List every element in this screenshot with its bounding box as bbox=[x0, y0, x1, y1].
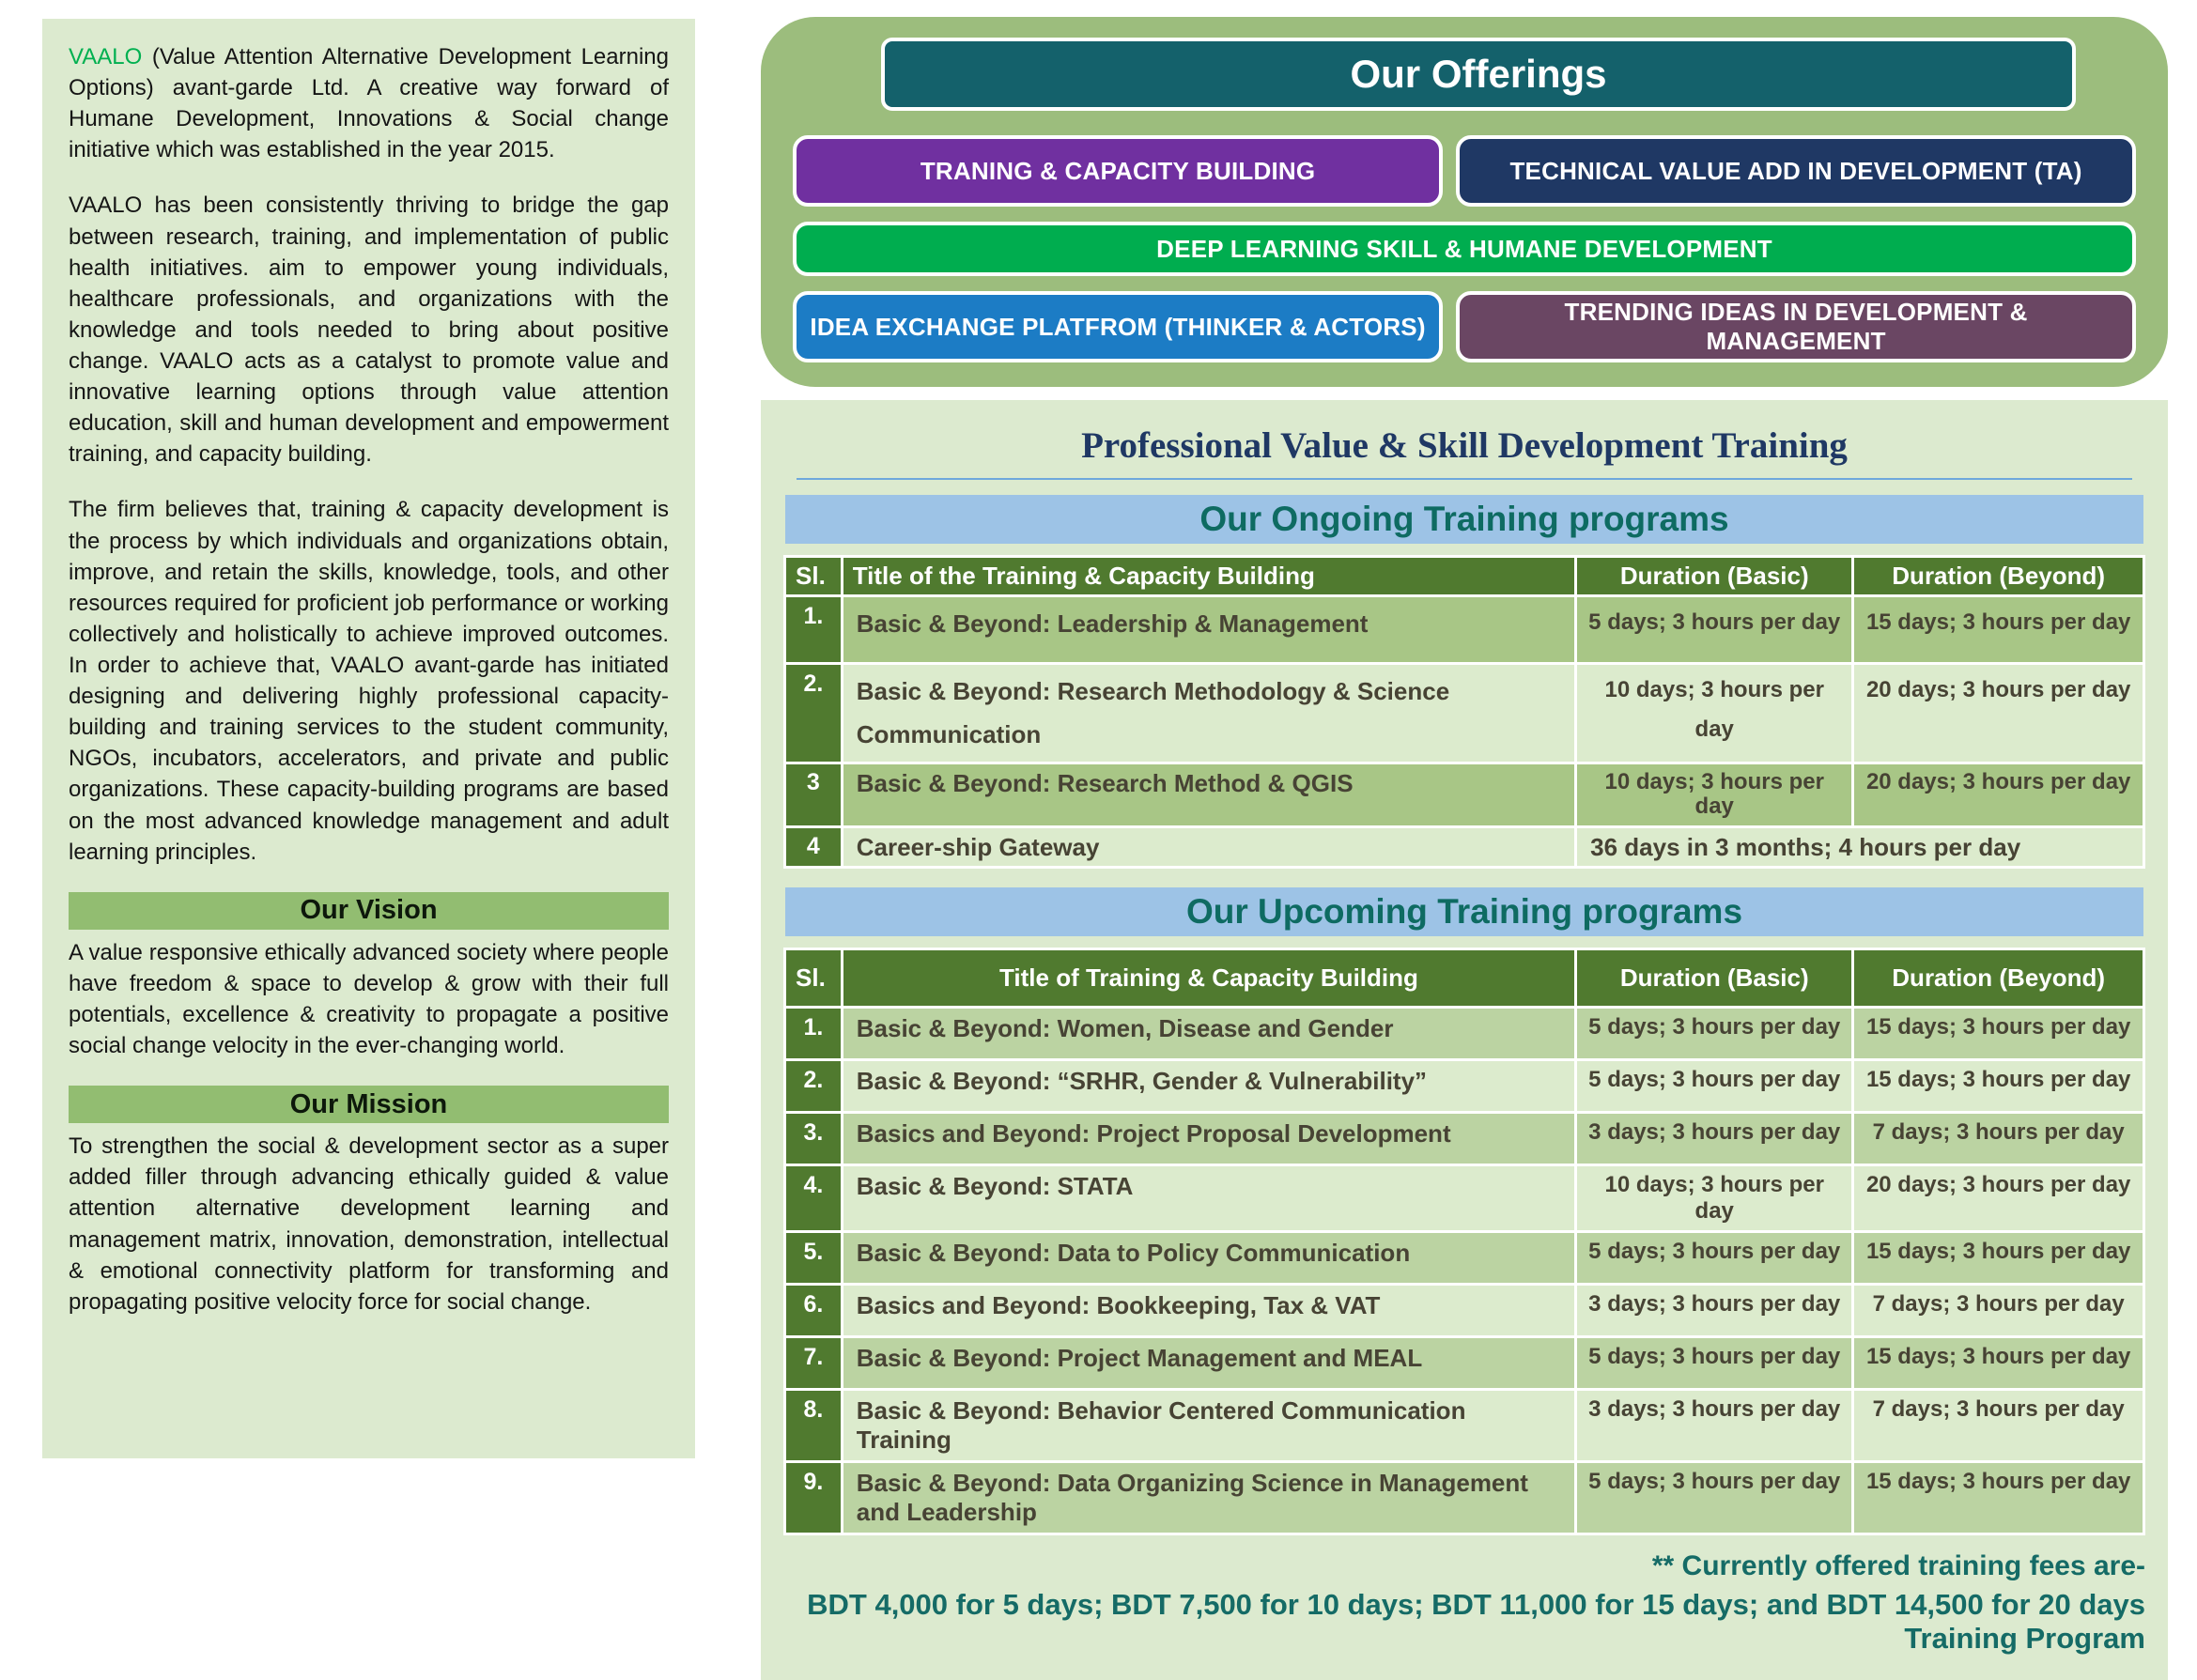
table-cell-dur: 7 days; 3 hours per day bbox=[1853, 1285, 2144, 1337]
table-cell-dur: 10 days; 3 hours per day bbox=[1576, 1165, 1853, 1232]
table-cell-title: Basics and Beyond: Bookkeeping, Tax & VAT bbox=[842, 1285, 1575, 1337]
table-row bbox=[785, 1008, 2144, 1060]
fees-line-1: ** Currently offered training fees are- bbox=[1651, 1550, 2145, 1582]
right-column bbox=[761, 17, 2168, 1680]
table-cell-title: Career-ship Gateway bbox=[842, 826, 1575, 868]
table-cell-dur: 20 days; 3 hours per day bbox=[1853, 1165, 2144, 1232]
table-cell-title: Basic & Beyond: Project Management and MEAL bbox=[842, 1337, 1575, 1390]
ongoing-heading: Our Ongoing Training programs bbox=[785, 495, 2143, 544]
table-cell-dur: 7 days; 3 hours per day bbox=[1853, 1113, 2144, 1165]
table-cell-sl: 6. bbox=[785, 1285, 843, 1337]
column-header-title: Title of Training & Capacity Building bbox=[842, 949, 1575, 1008]
offering-button-deep-learning: DEEP LEARNING SKILL & HUMANE DEVELOPMENT bbox=[793, 222, 2136, 276]
column-header-duration-basic: Duration (Basic) bbox=[1576, 949, 1853, 1008]
table-cell-dur: 15 days; 3 hours per day bbox=[1853, 1462, 2144, 1534]
table-cell-dur: 15 days; 3 hours per day bbox=[1853, 1008, 2144, 1060]
table-cell-dur: 15 days; 3 hours per day bbox=[1853, 596, 2144, 664]
column-header-sl: Sl. bbox=[785, 949, 843, 1008]
table-cell-dur: 10 days; 3 hours per day bbox=[1576, 763, 1853, 827]
vision-text: A value responsive ethically advanced society where people have freedom & space to develop & grow with their full potentials, excellence & creativity to propagate a positive social change velocity in the ever-changing world. bbox=[69, 939, 669, 1059]
intro-paragraph-2: VAALO has been consistently thriving to bridge the gap between research, training, and implementation of public health initiatives. aim to empower young individuals, healthcare professionals, and organizations with the knowledge and tools needed to bring about positive change. VAALO acts as a catalyst to promote value and innovative learning options through value attention education, skill and human development and empowerment training, and capacity building. bbox=[69, 193, 669, 468]
table-row bbox=[785, 763, 2144, 827]
table-cell-dur: 5 days; 3 hours per day bbox=[1576, 1008, 1853, 1060]
table-cell-dur: 5 days; 3 hours per day bbox=[1576, 596, 1853, 664]
offerings-row-1 bbox=[793, 135, 2136, 207]
table-row bbox=[785, 596, 2144, 664]
table-row bbox=[785, 1113, 2144, 1165]
table-cell-dur: 7 days; 3 hours per day bbox=[1853, 1390, 2144, 1462]
column-header-title: Title of the Training & Capacity Building bbox=[842, 557, 1575, 596]
column-header-duration-basic: Duration (Basic) bbox=[1576, 557, 1853, 596]
offering-button-training-capacity: TRANING & CAPACITY BUILDING bbox=[793, 135, 1443, 207]
table-cell-dur: 15 days; 3 hours per day bbox=[1853, 1337, 2144, 1390]
table-row bbox=[785, 1165, 2144, 1232]
table-cell-sl: 1. bbox=[785, 596, 843, 664]
table-cell-dur: 3 days; 3 hours per day bbox=[1576, 1390, 1853, 1462]
fees-note bbox=[783, 1550, 2145, 1656]
table-cell-title: Basic & Beyond: STATA bbox=[842, 1165, 1575, 1232]
table-cell-title: Basics and Beyond: Project Proposal Development bbox=[842, 1113, 1575, 1165]
table-cell-span: 36 days in 3 months; 4 hours per day bbox=[1576, 826, 2144, 868]
table-cell-title: Basic & Beyond: Research Methodology & Science Communication bbox=[842, 664, 1575, 763]
table-cell-dur: 5 days; 3 hours per day bbox=[1576, 1337, 1853, 1390]
table-cell-sl: 3 bbox=[785, 763, 843, 827]
offerings-panel bbox=[761, 17, 2168, 387]
table-cell-dur: 5 days; 3 hours per day bbox=[1576, 1232, 1853, 1285]
intro-paragraph-1-text: (Value Attention Alternative Development Learning Options) avant-garde Ltd. A creative way forward of Humane Development, Innovations & Social change initiative which was established in the year 2015. bbox=[69, 44, 669, 163]
table-cell-title: Basic & Beyond: Data to Policy Communication bbox=[842, 1232, 1575, 1285]
table-row bbox=[785, 1285, 2144, 1337]
table-cell-sl: 5. bbox=[785, 1232, 843, 1285]
training-panel bbox=[761, 400, 2168, 1680]
table-cell-title: Basic & Beyond: Data Organizing Science in Management and Leadership bbox=[842, 1462, 1575, 1534]
offering-button-technical-value: TECHNICAL VALUE ADD IN DEVELOPMENT (TA) bbox=[1456, 135, 2136, 207]
about-panel bbox=[42, 19, 695, 1458]
table-cell-sl: 1. bbox=[785, 1008, 843, 1060]
table-cell-sl: 7. bbox=[785, 1337, 843, 1390]
training-title: Professional Value & Skill Development Training bbox=[1081, 425, 1848, 466]
table-cell-dur: 20 days; 3 hours per day bbox=[1853, 664, 2144, 763]
table-cell-dur: 15 days; 3 hours per day bbox=[1853, 1232, 2144, 1285]
column-header-sl: Sl. bbox=[785, 557, 843, 596]
vision-heading: Our Vision bbox=[69, 892, 669, 930]
table-cell-dur: 3 days; 3 hours per day bbox=[1576, 1285, 1853, 1337]
table-row bbox=[785, 1337, 2144, 1390]
table-cell-sl: 2. bbox=[785, 664, 843, 763]
ongoing-table bbox=[783, 555, 2145, 869]
brand-name: VAALO bbox=[69, 44, 143, 69]
offering-button-idea-exchange: IDEA EXCHANGE PLATFROM (THINKER & ACTORS) bbox=[793, 291, 1443, 362]
upcoming-header-row bbox=[785, 949, 2144, 1008]
table-cell-dur: 5 days; 3 hours per day bbox=[1576, 1060, 1853, 1113]
table-cell-title: Basic & Beyond: Women, Disease and Gender bbox=[842, 1008, 1575, 1060]
table-cell-dur: 15 days; 3 hours per day bbox=[1853, 1060, 2144, 1113]
table-cell-dur: 5 days; 3 hours per day bbox=[1576, 1462, 1853, 1534]
intro-paragraph-1 bbox=[69, 41, 669, 165]
column-header-duration-beyond: Duration (Beyond) bbox=[1853, 557, 2144, 596]
table-row bbox=[785, 1462, 2144, 1534]
upcoming-table bbox=[783, 948, 2145, 1535]
offering-button-trending-ideas: TRENDING IDEAS IN DEVELOPMENT & MANAGEMENT bbox=[1456, 291, 2136, 362]
fees-line-2: BDT 4,000 for 5 days; BDT 7,500 for 10 days; BDT 11,000 for 15 days; and BDT 14,500 for 20 days Training Program bbox=[807, 1588, 2145, 1656]
table-cell-title: Basic & Beyond: “SRHR, Gender & Vulnerability” bbox=[842, 1060, 1575, 1113]
table-cell-dur: 3 days; 3 hours per day bbox=[1576, 1113, 1853, 1165]
upcoming-heading: Our Upcoming Training programs bbox=[785, 887, 2143, 936]
title-divider bbox=[797, 478, 2132, 480]
table-row bbox=[785, 826, 2144, 868]
table-cell-title: Basic & Beyond: Research Method & QGIS bbox=[842, 763, 1575, 827]
mission-text: To strengthen the social & development sector as a super added filler through advancing ethically guided & value attention alternative development learning and management matrix, innovation, demonstration, intellectual & emotional connectivity platform for transforming and propagating positive velocity force for social change. bbox=[69, 1133, 669, 1315]
column-header-duration-beyond: Duration (Beyond) bbox=[1853, 949, 2144, 1008]
offerings-row-3 bbox=[793, 291, 2136, 362]
table-cell-sl: 9. bbox=[785, 1462, 843, 1534]
table-row bbox=[785, 1060, 2144, 1113]
table-cell-sl: 2. bbox=[785, 1060, 843, 1113]
table-cell-sl: 4. bbox=[785, 1165, 843, 1232]
intro-paragraph-3: The firm believes that, training & capacity development is the process by which individuals and organizations obtain, improve, and retain the skills, knowledge, tools, and other resources required for proficient job performance or working collectively and holistically to achieve improved outcomes. In order to achieve that, VAALO avant-garde has initiated designing and delivering highly professional capacity-building and training services to the student community, NGOs, incubators, accelerators, and private and public organizations. These capacity-building programs are based on the most advanced knowledge management and adult learning principles. bbox=[69, 497, 669, 865]
ongoing-header-row bbox=[785, 557, 2144, 596]
mission-heading: Our Mission bbox=[69, 1086, 669, 1123]
table-cell-dur: 20 days; 3 hours per day bbox=[1853, 763, 2144, 827]
table-row bbox=[785, 1232, 2144, 1285]
table-cell-title: Basic & Beyond: Behavior Centered Communication Training bbox=[842, 1390, 1575, 1462]
table-row bbox=[785, 664, 2144, 763]
offerings-title: Our Offerings bbox=[881, 38, 2076, 111]
offerings-row-2 bbox=[793, 222, 2136, 276]
table-cell-sl: 8. bbox=[785, 1390, 843, 1462]
table-cell-sl: 4 bbox=[785, 826, 843, 868]
table-cell-title: Basic & Beyond: Leadership & Management bbox=[842, 596, 1575, 664]
table-cell-dur: 10 days; 3 hours per day bbox=[1576, 664, 1853, 763]
table-cell-sl: 3. bbox=[785, 1113, 843, 1165]
table-row bbox=[785, 1390, 2144, 1462]
